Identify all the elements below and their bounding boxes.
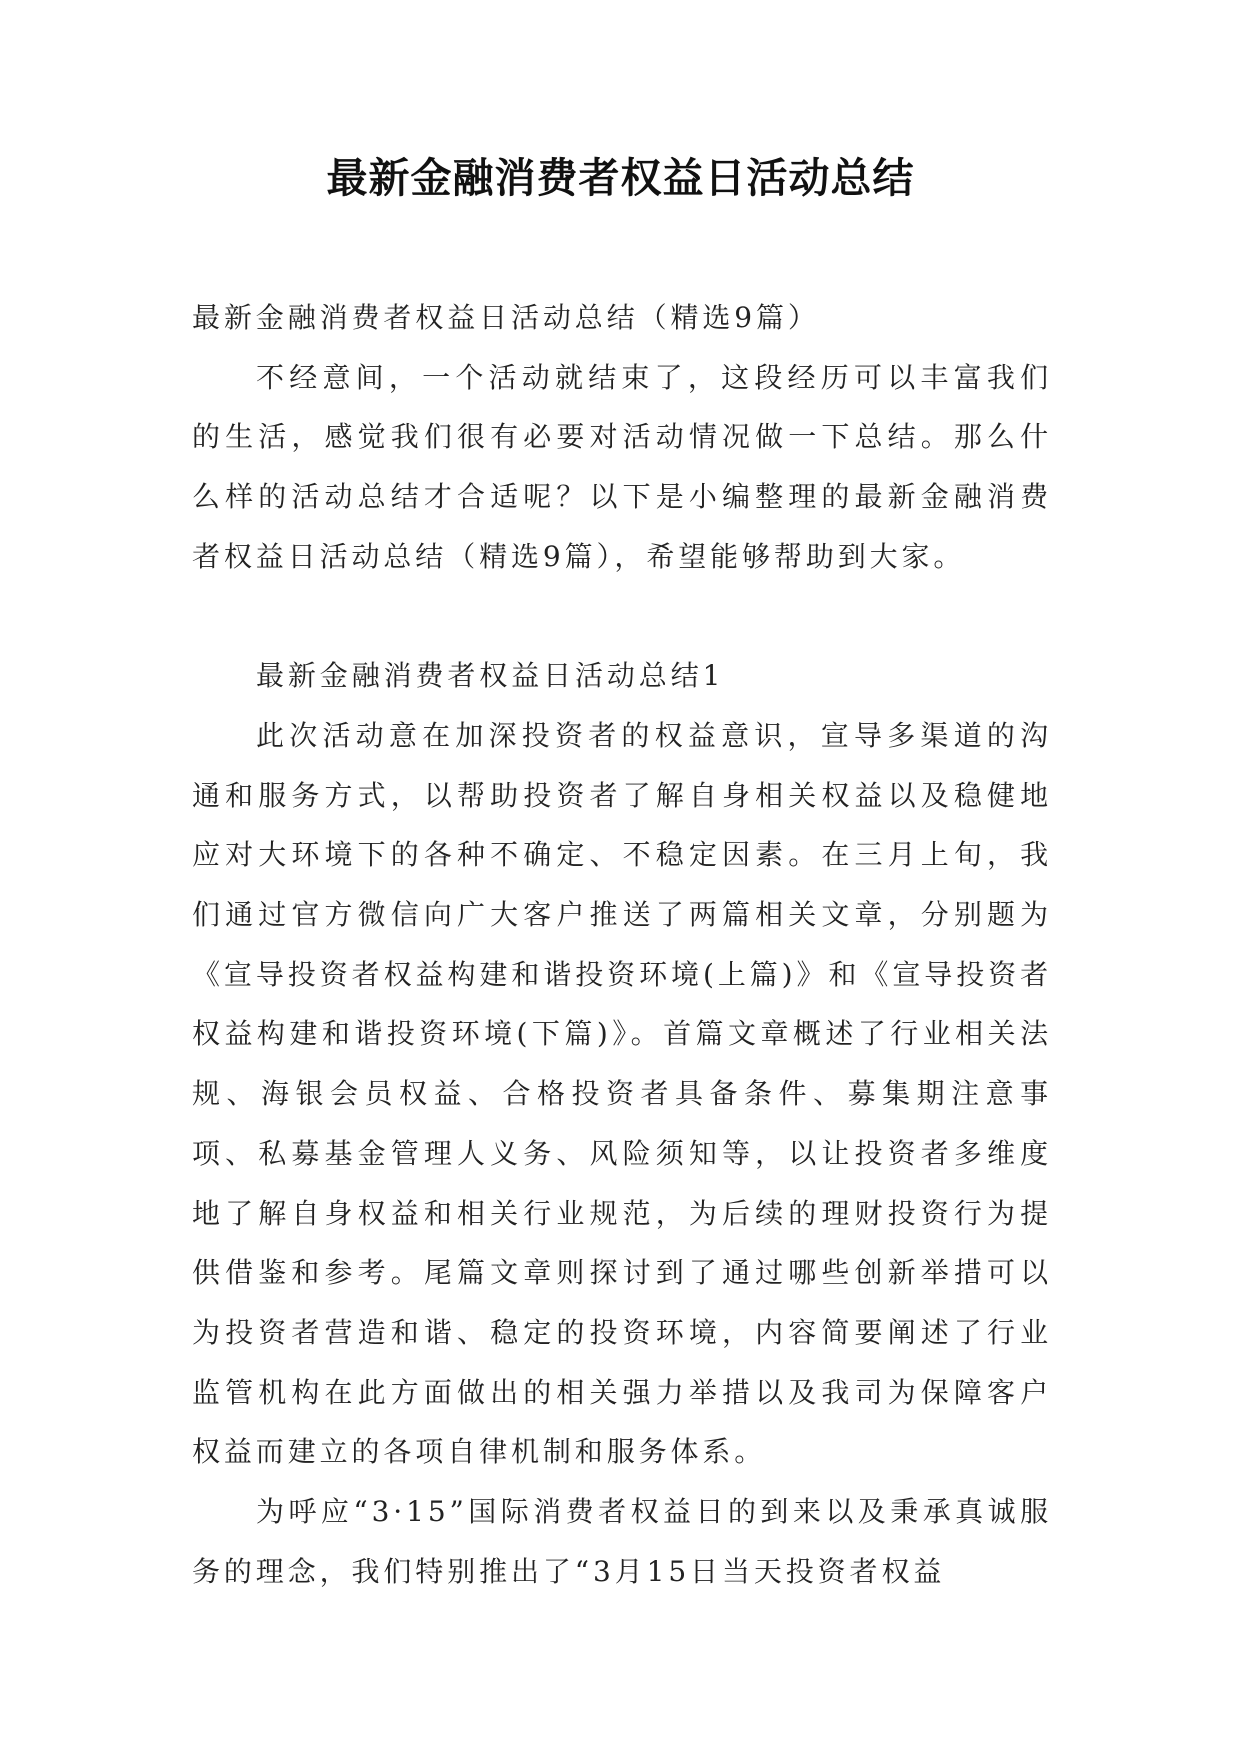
document-title: 最新金融消费者权益日活动总结 xyxy=(326,154,915,202)
body-paragraph: 为呼应“3·15”国际消费者权益日的到来以及秉承真诚服务的理念，我们特别推出了“3月15日当天投资者权益 xyxy=(192,1495,1052,1588)
body-paragraph: 此次活动意在加深投资者的权益意识，宣导多渠道的沟通和服务方式，以帮助投资者了解自身相关权益以及稳健地应对大环境下的各种不确定、不稳定因素。在三月上旬，我们通过官方微信向广大客户推送了两篇相关文章，分别题为《宣导投资者权益构建和谐投资环境(上篇)》和《宣导投资者权益构建和谐投资环境(下篇)》。首篇文章概述了行业相关法规、海银会员权益、合格投资者具备条件、募集期注意事项、私募基金管理人义务、风险须知等，以让投资者多维度地了解自身权益和相关行业规范，为后续的理财投资行为提供借鉴和参考。尾篇文章则探讨到了通过哪些创新举措可以为投资者营造和谐、稳定的投资环境，内容简要阐述了行业监管机构在此方面做出的相关强力举措以及我司为保障客户权益而建立的各项自律机制和服务体系。 xyxy=(192,718,1052,1469)
intro-heading-paragraph: 最新金融消费者权益日活动总结（精选9篇） xyxy=(192,301,820,334)
document-body xyxy=(192,288,1052,1601)
intro-paragraph: 不经意间，一个活动就结束了，这段经历可以丰富我们的生活，感觉我们很有必要对活动情况做一下总结。那么什么样的活动总结才合适呢？以下是小编整理的最新金融消费者权益日活动总结（精选9篇），希望能够帮助到大家。 xyxy=(192,360,1052,573)
section-heading: 最新金融消费者权益日活动总结1 xyxy=(256,659,725,693)
